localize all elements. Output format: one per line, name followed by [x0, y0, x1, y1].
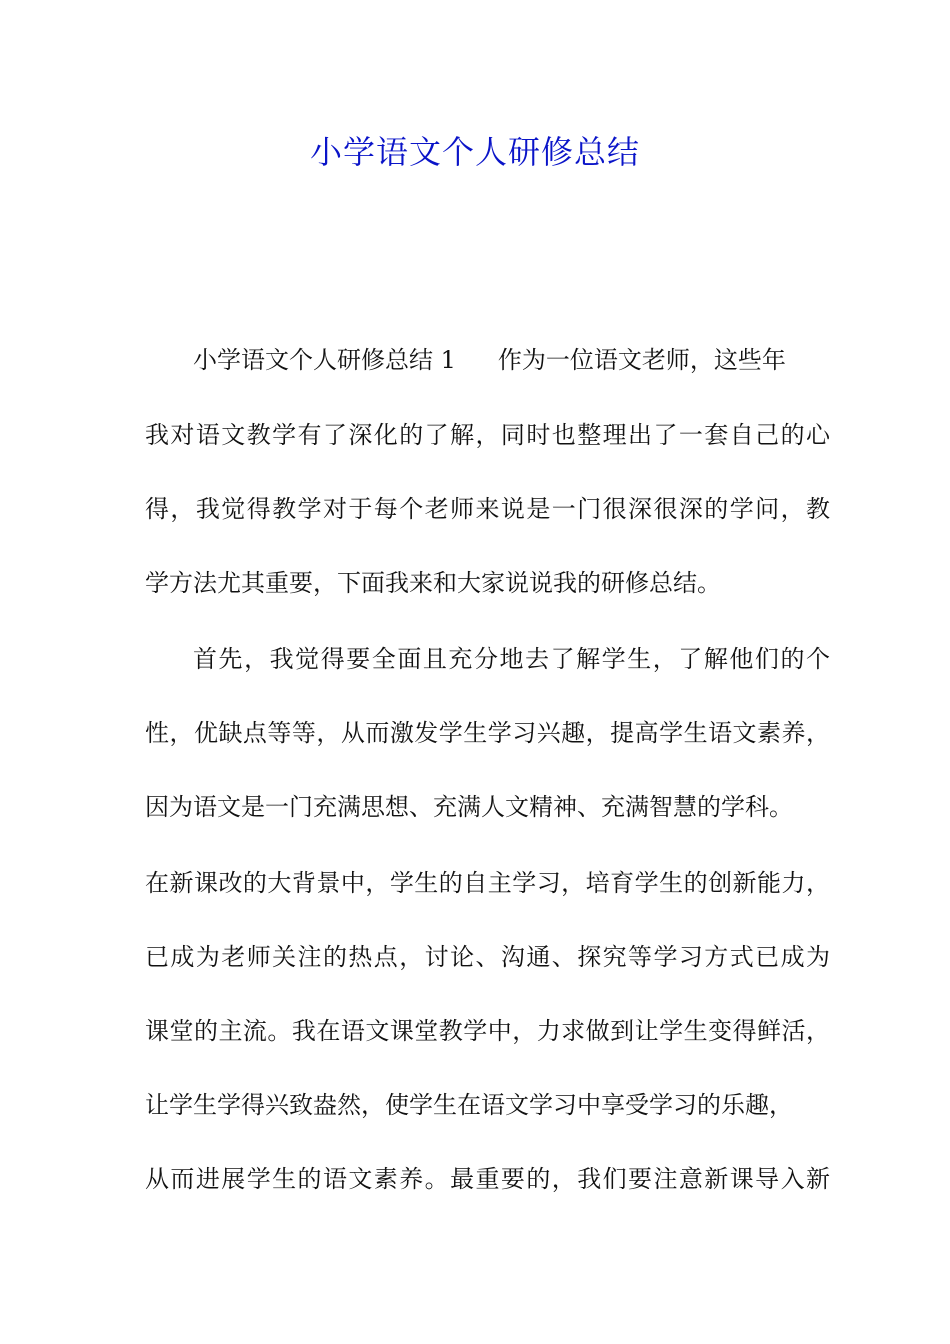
- document-title: 小学语文个人研修总结: [309, 133, 640, 171]
- paragraph-line-10: 课堂的主流。我在语文课堂教学中，力求做到让学生变得鲜活，: [145, 1017, 830, 1045]
- paragraph-line-8: 在新课改的大背景中，学生的自主学习，培育学生的创新能力，: [145, 869, 830, 897]
- paragraph-line-12: 从而进展学生的语文素养。最重要的，我们要注意新课导入新: [145, 1165, 830, 1193]
- paragraph-line-9: 已成为老师关注的热点，讨论、沟通、探究等学习方式已成为: [145, 943, 830, 971]
- paragraph-line-4: 学方法尤其重要，下面我来和大家说说我的研修总结。: [145, 569, 721, 597]
- paragraph-line-11: 让学生学得兴致盎然，使学生在语文学习中享受学习的乐趣，: [145, 1091, 793, 1119]
- paragraph-line-1: [193, 343, 830, 377]
- paragraph-line-3: 得，我觉得教学对于每个老师来说是一门很深很深的学问，教: [145, 495, 830, 523]
- paragraph-line-6: 性，优缺点等等，从而激发学生学习兴趣，提高学生语文素养，: [145, 719, 830, 747]
- paragraph-line-2: 我对语文教学有了深化的了解，同时也整理出了一套自己的心: [145, 421, 830, 449]
- paragraph-line-5: 首先，我觉得要全面且充分地去了解学生，了解他们的个: [193, 645, 830, 673]
- paragraph-text: 作为一位语文老师，这些年: [497, 346, 786, 374]
- section-heading: 小学语文个人研修总结 1: [193, 346, 456, 374]
- paragraph-line-7: 因为语文是一门充满思想、充满人文精神、充满智慧的学科。: [145, 793, 793, 821]
